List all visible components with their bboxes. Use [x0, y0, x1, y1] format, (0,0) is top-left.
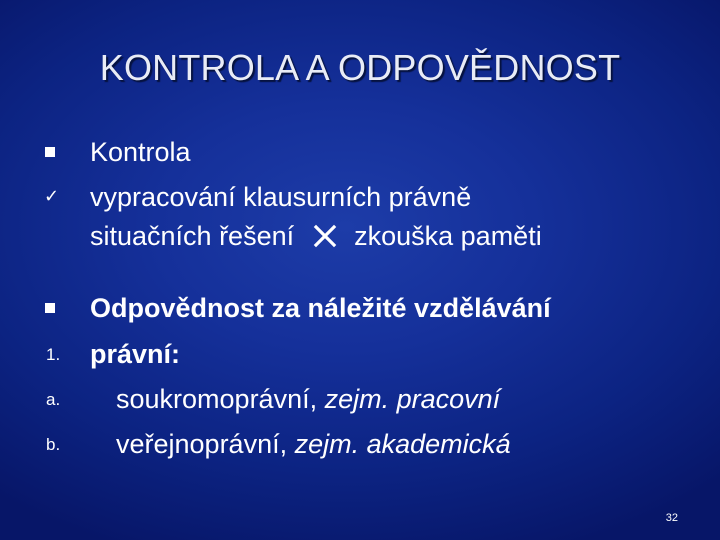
- list-item: [0, 137, 720, 167]
- list-item: [0, 293, 720, 323]
- item-text-plain: veřejnoprávní,: [116, 429, 295, 459]
- item-text: právní:: [90, 339, 181, 369]
- item-text-italic: zejm. akademická: [294, 429, 511, 459]
- list-item: [0, 182, 720, 212]
- square-bullet-icon: [40, 137, 70, 167]
- item-text-continued: [90, 221, 542, 251]
- item-text: vypracování klausurních právně: [90, 182, 472, 212]
- page-number: 32: [665, 512, 678, 524]
- item-text-part: zkouška paměti: [354, 221, 542, 251]
- item-text: Odpovědnost za náležité vzdělávání: [90, 293, 551, 323]
- item-text: Kontrola: [90, 137, 191, 167]
- item-text: [116, 384, 500, 414]
- item-text: [116, 429, 511, 459]
- slide-title: KONTROLA A ODPOVĚDNOST: [99, 47, 621, 88]
- item-text-plain: soukromoprávní,: [116, 384, 325, 414]
- item-text-italic: zejm. pracovní: [324, 384, 501, 414]
- list-letter: a.: [46, 390, 61, 409]
- item-text-part: situačních řešení: [90, 221, 295, 251]
- cross-icon: [312, 223, 338, 249]
- list-letter: b.: [46, 435, 61, 454]
- list-item: [0, 384, 720, 414]
- square-bullet-icon: [40, 293, 70, 323]
- list-item: [0, 339, 720, 369]
- list-item: [0, 429, 720, 459]
- list-item-continuation: [0, 221, 720, 251]
- list-number: 1.: [46, 345, 61, 364]
- checkmark-icon: ✓: [44, 186, 60, 207]
